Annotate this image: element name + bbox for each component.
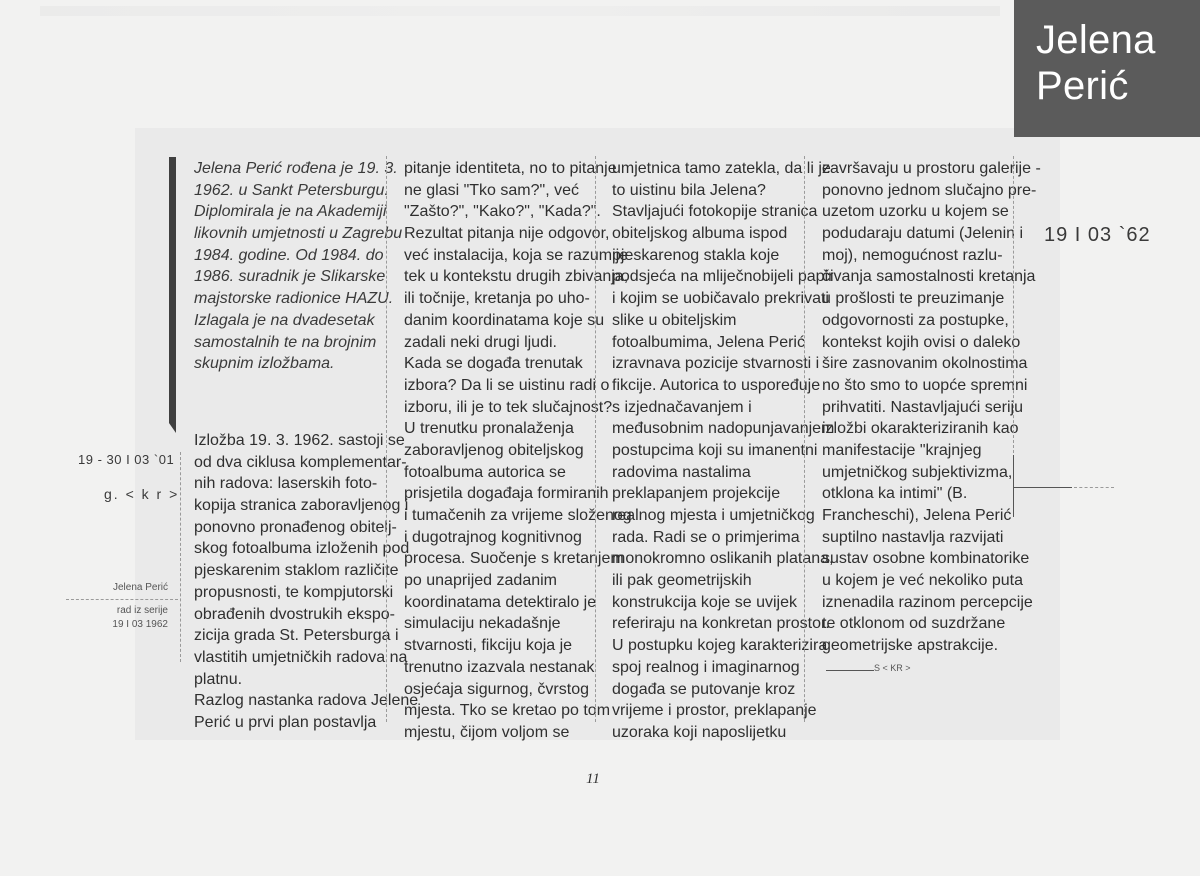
text-line: monokromno oslikanih platana,: [612, 550, 834, 568]
text-line: Francheschi), Jelena Perić: [822, 507, 1012, 524]
text-line: slike u obiteljskim: [612, 311, 737, 329]
text-line: Kada se događa trenutak: [404, 355, 583, 373]
caption-artist: Jelena Perić: [112, 582, 168, 593]
text-line: U postupku kojeg karakterizira: [612, 637, 828, 655]
text-line: pitanje identiteta, no to pitanje: [404, 160, 617, 177]
text-line: samostalnih te na brojnim: [194, 333, 377, 351]
intro-bar-arrow: [169, 423, 176, 433]
text-line: skupnim izložbama.: [194, 355, 335, 373]
text-line: Razlog nastanka radova Jelene: [194, 692, 419, 710]
text-line: izboru, ili je to tek slučajnost?: [404, 398, 613, 416]
exhibition-dates: 19 - 30 I 03 `01: [78, 452, 175, 467]
text-line: kontekst kojih ovisi o daleko: [822, 333, 1021, 351]
text-line: kopija stranica zaboravljenog i: [194, 497, 409, 515]
signature: S < KR >: [874, 663, 911, 673]
right-marker-line: [1014, 487, 1072, 488]
text-line: prihvatiti. Nastavljajući seriju: [822, 398, 1023, 416]
artist-first-name: Jelena: [1036, 18, 1156, 62]
text-line: Izložba 19. 3. 1962. sastoji se: [194, 432, 405, 449]
text-line: obiteljskog albuma ispod: [612, 225, 788, 243]
text-line: ponovno jednom slučajno pre-: [822, 181, 1037, 199]
text-line: trenutno izazvala nestanak: [404, 658, 595, 676]
text-line: Jelena Perić rođena je 19. 3.: [194, 160, 398, 177]
text-line: fotoalbuma autorica se: [404, 463, 566, 481]
text-line: zaboravljenog obiteljskog: [404, 441, 584, 459]
text-line: čivanja samostalnosti kretanja: [822, 268, 1036, 286]
text-line: po unaprijed zadanim: [404, 572, 557, 590]
text-line: tek u kontekstu drugih zbivanja,: [404, 268, 629, 286]
text-line: vlastitih umjetničkih radova na: [194, 648, 408, 666]
text-line: mjestu, čijom voljom se: [404, 723, 570, 741]
text-line: "Zašto?", "Kako?", "Kada?".: [404, 203, 601, 221]
gallery-code: g. < k r >: [104, 486, 180, 502]
text-line: geometrijske apstrakcije.: [822, 637, 999, 655]
text-line: radovima nastalima: [612, 463, 751, 481]
column-2: [404, 158, 632, 744]
text-line: referiraju na konkretan prostor.: [612, 615, 830, 633]
text-line: 1986. suradnik je Slikarske: [194, 268, 386, 286]
text-line: ili točnije, kretanja po uho-: [404, 290, 590, 308]
column-1: [194, 430, 418, 734]
artist-name-block: [1014, 0, 1200, 137]
bleed-through-band: [40, 6, 1000, 16]
text-line: Stavljajući fotokopije stranica: [612, 203, 818, 221]
caption-series-line-1: rad iz serije: [116, 605, 168, 616]
text-line: međusobnim nadopunjavanjem: [612, 420, 835, 438]
text-line: obrađenih dvostrukih ekspo-: [194, 605, 396, 623]
birth-date: 19 I 03 `62: [1044, 224, 1151, 246]
text-line: pjeskarenog stakla koje: [612, 246, 780, 264]
text-line: moj), nemogućnost razlu-: [822, 246, 1003, 264]
text-line: preklapanjem projekcije: [612, 485, 781, 503]
text-line: ponovno pronađenog obitelj-: [194, 518, 397, 536]
text-line: mjesta. Tko se kretao po tom: [404, 702, 611, 720]
artist-last-name: Perić: [1036, 64, 1129, 108]
caption-divider: [66, 599, 178, 600]
intro-bio: [194, 158, 402, 375]
text-line: simulaciju nekadašnje: [404, 615, 561, 633]
caption-series-line-2: 19 I 03 1962: [112, 619, 168, 630]
column-divider: [1013, 156, 1014, 453]
text-line: to uistinu bila Jelena?: [612, 181, 766, 199]
text-line: procesa. Suočenje s kretanjem: [404, 550, 624, 568]
text-line: fotoalbumima, Jelena Perić: [612, 333, 805, 351]
text-line: no što smo to uopće spremni: [822, 376, 1028, 394]
text-line: iznenadila razinom percepcije: [822, 593, 1033, 611]
text-line: otklona ka intimi" (B.: [822, 485, 968, 503]
text-line: koordinatama detektiralo je: [404, 593, 597, 611]
text-line: događa se putovanje kroz: [612, 680, 796, 698]
text-line: umjetničkog subjektivizma,: [822, 463, 1013, 481]
text-line: umjetnica tamo zatekla, da li je: [612, 160, 831, 177]
text-line: sustav osobne kombinatorike: [822, 550, 1030, 568]
sidebar-divider: [180, 452, 181, 662]
text-line: i tumačenih za vrijeme složenog: [404, 507, 632, 524]
text-line: ili pak geometrijskih: [612, 572, 752, 590]
text-line: propusnosti, te kompjutorski: [194, 583, 394, 601]
text-line: realnog mjesta i umjetničkog: [612, 507, 815, 524]
text-line: uzoraka koji naposlijetku: [612, 723, 787, 741]
text-line: fikcije. Autorica to uspoređuje: [612, 376, 821, 394]
page-number: 11: [586, 771, 600, 787]
text-line: 1962. u Sankt Petersburgu.: [194, 181, 389, 199]
text-line: izbora? Da li se uistinu radi o: [404, 376, 610, 394]
text-line: zicija grada St. Petersburga i: [194, 627, 399, 645]
text-line: 1984. godine. Od 1984. do: [194, 246, 384, 264]
text-line: danim koordinatama koje su: [404, 311, 605, 329]
text-line: Izlagala je na dvadesetak: [194, 311, 375, 329]
column-divider: [595, 156, 596, 722]
text-line: i dugotrajnog kognitivnog: [404, 528, 582, 546]
column-4: [822, 158, 1041, 657]
text-line: podudaraju datumi (Jelenin i: [822, 225, 1024, 243]
text-line: Rezultat pitanja nije odgovor,: [404, 225, 610, 243]
text-line: manifestacije "krajnjeg: [822, 441, 982, 459]
caption-series: [112, 604, 168, 632]
text-line: podsjeća na mliječnobijeli papir: [612, 268, 834, 286]
text-line: završavaju u prostoru galerije -: [822, 160, 1041, 177]
column-3: [612, 158, 834, 744]
text-line: majstorske radionice HAZU.: [194, 290, 394, 308]
text-line: skog fotoalbuma izloženih pod: [194, 540, 410, 558]
intro-bar: [169, 157, 176, 423]
text-line: s izjednačavanjem i: [612, 398, 752, 416]
text-line: spoj realnog i imaginarnog: [612, 658, 800, 676]
right-marker-vertical: [1013, 455, 1014, 517]
text-line: prisjetila događaja formiranih: [404, 485, 609, 503]
text-line: rada. Radi se o primjerima: [612, 528, 800, 546]
text-line: Diplomirala je na Akademiji: [194, 203, 387, 221]
text-line: nih radova: laserskih foto-: [194, 475, 378, 493]
text-line: postupcima koji su imanentni: [612, 441, 818, 459]
right-marker-dash: [1074, 487, 1114, 488]
signature-line: [826, 670, 874, 671]
text-line: platnu.: [194, 670, 243, 688]
text-line: U trenutku pronalaženja: [404, 420, 574, 438]
column-divider: [386, 156, 387, 722]
text-line: i kojim se uobičavalo prekrivati: [612, 290, 829, 308]
text-line: ne glasi "Tko sam?", već: [404, 181, 579, 199]
text-line: suptilno nastavlja razvijati: [822, 528, 1004, 546]
text-line: osjećaja sigurnog, čvrstog: [404, 680, 589, 698]
text-line: vrijeme i prostor, preklapanje: [612, 702, 817, 720]
text-line: u prošlosti te preuzimanje: [822, 290, 1005, 308]
text-line: od dva ciklusa komplementar-: [194, 453, 407, 471]
text-line: Perić u prvi plan postavlja: [194, 713, 377, 731]
text-line: zadali neki drugi ljudi.: [404, 333, 557, 351]
text-line: stvarnosti, fikciju koja je: [404, 637, 573, 655]
text-line: izložbi okarakteriziranih kao: [822, 420, 1019, 438]
text-line: odgovornosti za postupke,: [822, 311, 1009, 329]
text-line: konstrukcija koje se uvijek: [612, 593, 797, 611]
text-line: pjeskarenim staklom različite: [194, 562, 399, 580]
text-line: u kojem je već nekoliko puta: [822, 572, 1023, 590]
text-line: izravnava pozicije stvarnosti i: [612, 355, 820, 373]
text-line: već instalacija, koja se razumije: [404, 246, 629, 264]
text-line: šire zasnovanim okolnostima: [822, 355, 1028, 373]
column-divider: [804, 156, 805, 722]
text-line: likovnih umjetnosti u Zagrebu: [194, 225, 403, 243]
text-line: uzetom uzorku u kojem se: [822, 203, 1009, 221]
text-line: te otklonom od suzdržane: [822, 615, 1006, 633]
